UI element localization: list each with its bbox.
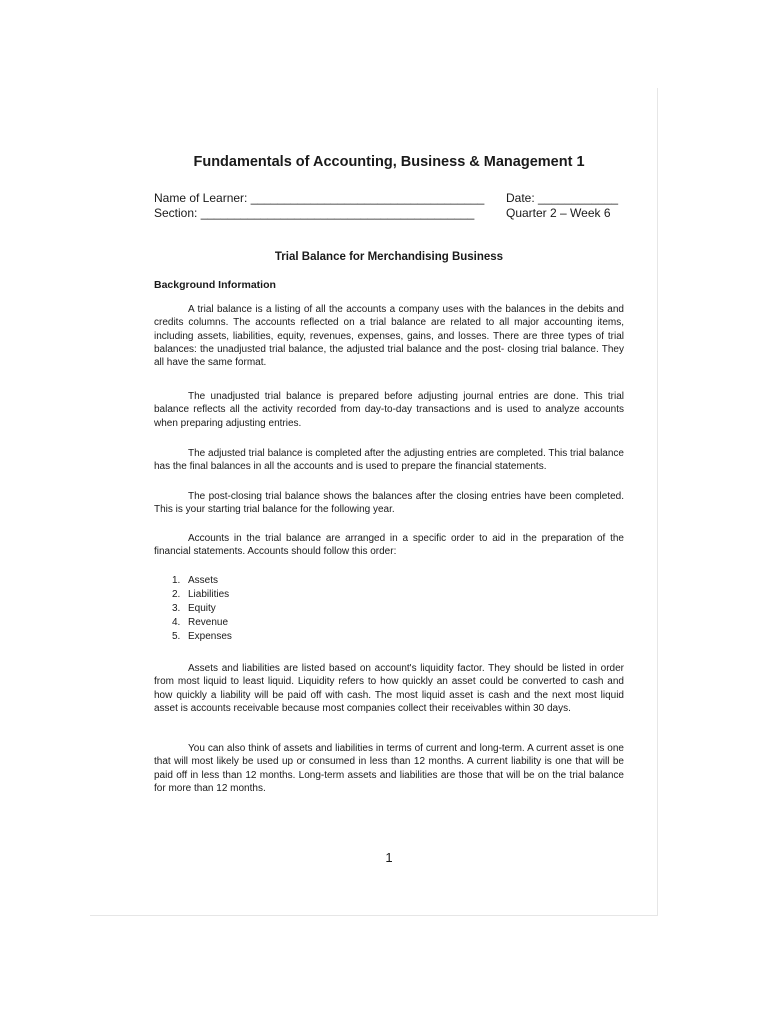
paragraph: Accounts in the trial balance are arranged in a specific order to aid in the preparation of the financial statements. Accounts should follow this order: bbox=[154, 533, 624, 558]
list-item: 3. Equity bbox=[172, 603, 216, 614]
paragraph: You can also think of assets and liabilities in terms of current and long-term. A current asset is one that will most likely be used up or consumed in less than 12 months. A current liability is one that will be paid off in less than 12 months. Long-term assets and liabilities are those that will be on the trial balance for more than 12 months. bbox=[154, 743, 624, 794]
list-item: 5. Expenses bbox=[172, 631, 232, 642]
list-item: 2. Liabilities bbox=[172, 589, 230, 600]
paragraph: The adjusted trial balance is completed after the adjusting entries are completed. This trial balance has the final balances in all the accounts and is used to prepare the financial statements. bbox=[154, 448, 624, 473]
quarter-label: Quarter 2 – Week 6 bbox=[506, 206, 611, 220]
account-order-list bbox=[172, 574, 232, 644]
section-field: Section: _________________________________________ bbox=[154, 206, 475, 220]
paragraph: The post-closing trial balance shows the balances after the closing entries have been completed. This is your starting trial balance for the following year. bbox=[154, 491, 624, 516]
date-field: Date: ____________ bbox=[506, 191, 619, 205]
list-item: 1. Assets bbox=[172, 575, 219, 586]
page-number: 1 bbox=[385, 850, 393, 865]
section-title: Trial Balance for Merchandising Business bbox=[274, 251, 504, 263]
section-row bbox=[154, 206, 624, 220]
paragraph: A trial balance is a listing of all the accounts a company uses with the balances in the debits and credits columns. The accounts reflected on a trial balance are related to all major accounting items, including assets, liabilities, equity, revenues, expenses, gains, and losses. There are three types of trial balances: the unadjusted trial balance, the adjusted trial balance and the post- closing trial balance. They all have the same format. bbox=[154, 304, 624, 369]
learner-name-field: Name of Learner: ___________________________________ bbox=[154, 191, 485, 205]
subheading: Background Information bbox=[154, 279, 276, 291]
paragraph: Assets and liabilities are listed based on account's liquidity factor. They should be listed in order from most liquid to least liquid. Liquidity refers to how quickly an asset could be converted to cash and how quickly a liability will be paid off with cash. The most liquid asset is cash and the next most liquid asset is accounts receivable because most companies collect their receivables within 30 days. bbox=[154, 663, 624, 714]
learner-name-row bbox=[154, 191, 624, 205]
list-item: 4. Revenue bbox=[172, 617, 229, 628]
paragraph: The unadjusted trial balance is prepared before adjusting journal entries are done. This trial balance reflects all the activity recorded from day-to-day transactions and is used to analyze accounts when preparing adjusting entries. bbox=[154, 391, 624, 429]
document-page bbox=[90, 88, 658, 916]
document-title: Fundamentals of Accounting, Business & Management 1 bbox=[193, 154, 585, 170]
